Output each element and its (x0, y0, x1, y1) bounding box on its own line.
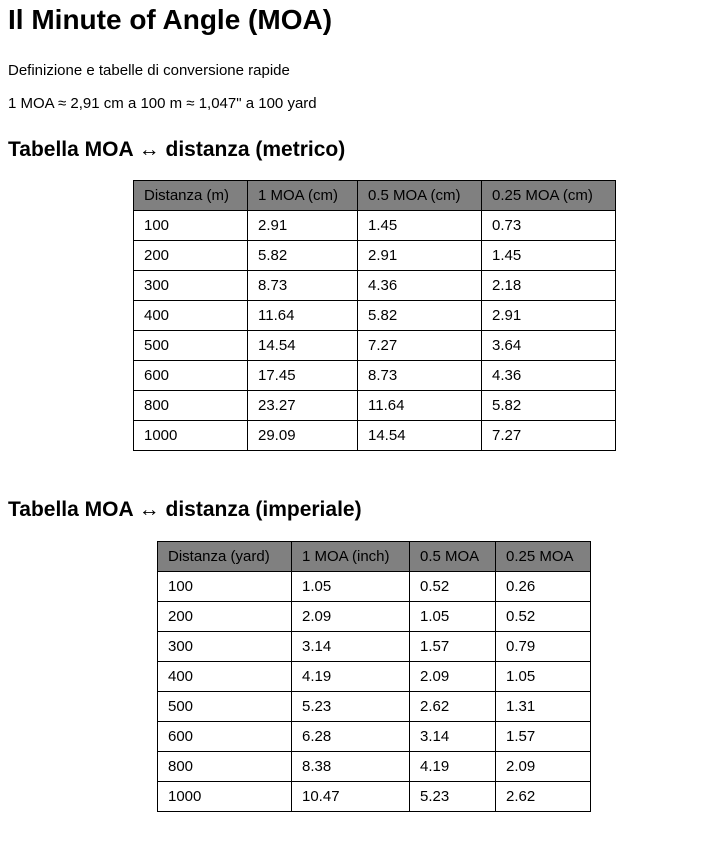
table-cell: 8.73 (248, 271, 358, 301)
column-header: 1 MOA (cm) (248, 181, 358, 211)
table-cell: 5.82 (358, 301, 482, 331)
table-cell: 11.64 (358, 391, 482, 421)
table-cell: 2.09 (292, 602, 410, 632)
table-row (134, 301, 616, 331)
table-row (134, 241, 616, 271)
table-cell: 500 (134, 331, 248, 361)
table-cell: 14.54 (248, 331, 358, 361)
table-cell: 7.27 (482, 421, 616, 451)
table-cell: 200 (134, 241, 248, 271)
table-cell: 2.18 (482, 271, 616, 301)
table-cell: 23.27 (248, 391, 358, 421)
page-title: Il Minute of Angle (MOA) (8, 4, 333, 35)
table-cell: 5.82 (482, 391, 616, 421)
table-cell: 4.19 (292, 662, 410, 692)
table-cell: 29.09 (248, 421, 358, 451)
column-header: Distanza (m) (134, 181, 248, 211)
table-cell: 0.52 (410, 572, 496, 602)
table-cell: 6.28 (292, 722, 410, 752)
table-row (158, 572, 591, 602)
table-cell: 400 (134, 301, 248, 331)
table-cell: 2.91 (248, 211, 358, 241)
table-row (158, 662, 591, 692)
table-cell: 2.62 (496, 782, 591, 812)
table-cell: 1.45 (358, 211, 482, 241)
table-cell: 800 (134, 391, 248, 421)
table-cell: 100 (158, 572, 292, 602)
table-header-row (134, 181, 616, 211)
table-cell: 17.45 (248, 361, 358, 391)
table-row (134, 421, 616, 451)
table-cell: 1.45 (482, 241, 616, 271)
table-row (158, 692, 591, 722)
table-cell: 0.26 (496, 572, 591, 602)
column-header: Distanza (yard) (158, 542, 292, 572)
subtitle: Definizione e tabelle di conversione rapide (8, 62, 290, 79)
table-cell: 400 (158, 662, 292, 692)
table-cell: 5.23 (292, 692, 410, 722)
table-cell: 8.38 (292, 752, 410, 782)
table-row (134, 361, 616, 391)
table-cell: 1000 (158, 782, 292, 812)
table-row (134, 271, 616, 301)
table-cell: 11.64 (248, 301, 358, 331)
moa-definition: 1 MOA ≈ 2,91 cm a 100 m ≈ 1,047" a 100 yard (8, 95, 317, 112)
table-cell: 5.23 (410, 782, 496, 812)
table-cell: 3.14 (292, 632, 410, 662)
table-cell: 100 (134, 211, 248, 241)
table-cell: 200 (158, 602, 292, 632)
table-cell: 3.14 (410, 722, 496, 752)
table-cell: 800 (158, 752, 292, 782)
imperial-conversion-table (157, 541, 591, 812)
table-cell: 0.52 (496, 602, 591, 632)
table-row (158, 782, 591, 812)
table-cell: 1000 (134, 421, 248, 451)
table-cell: 14.54 (358, 421, 482, 451)
table-row (158, 602, 591, 632)
table-cell: 3.64 (482, 331, 616, 361)
table-cell: 1.05 (496, 662, 591, 692)
table-row (134, 391, 616, 421)
table-cell: 2.09 (496, 752, 591, 782)
table-cell: 2.91 (358, 241, 482, 271)
table-cell: 4.19 (410, 752, 496, 782)
column-header: 0.5 MOA (410, 542, 496, 572)
table-cell: 0.79 (496, 632, 591, 662)
table-row (158, 722, 591, 752)
table-header-row (158, 542, 591, 572)
table-cell: 300 (134, 271, 248, 301)
table-cell: 2.09 (410, 662, 496, 692)
column-header: 0.5 MOA (cm) (358, 181, 482, 211)
table-cell: 10.47 (292, 782, 410, 812)
metric-conversion-table (133, 180, 616, 451)
table-cell: 1.05 (292, 572, 410, 602)
table-cell: 2.62 (410, 692, 496, 722)
column-header: 0.25 MOA (496, 542, 591, 572)
table-cell: 500 (158, 692, 292, 722)
table-cell: 8.73 (358, 361, 482, 391)
table-row (158, 752, 591, 782)
table-row (134, 211, 616, 241)
column-header: 1 MOA (inch) (292, 542, 410, 572)
table-cell: 300 (158, 632, 292, 662)
table-cell: 600 (134, 361, 248, 391)
table-cell: 5.82 (248, 241, 358, 271)
table-cell: 7.27 (358, 331, 482, 361)
table-cell: 4.36 (358, 271, 482, 301)
table-cell: 1.31 (496, 692, 591, 722)
table-cell: 2.91 (482, 301, 616, 331)
table-cell: 1.57 (410, 632, 496, 662)
table-row (134, 331, 616, 361)
table-cell: 600 (158, 722, 292, 752)
table-cell: 4.36 (482, 361, 616, 391)
table-row (158, 632, 591, 662)
column-header: 0.25 MOA (cm) (482, 181, 616, 211)
table-cell: 1.05 (410, 602, 496, 632)
metric-table-heading: Tabella MOA ↔ distanza (metrico) (8, 138, 346, 161)
table-cell: 1.57 (496, 722, 591, 752)
imperial-table-heading: Tabella MOA ↔ distanza (imperiale) (8, 498, 362, 521)
table-cell: 0.73 (482, 211, 616, 241)
